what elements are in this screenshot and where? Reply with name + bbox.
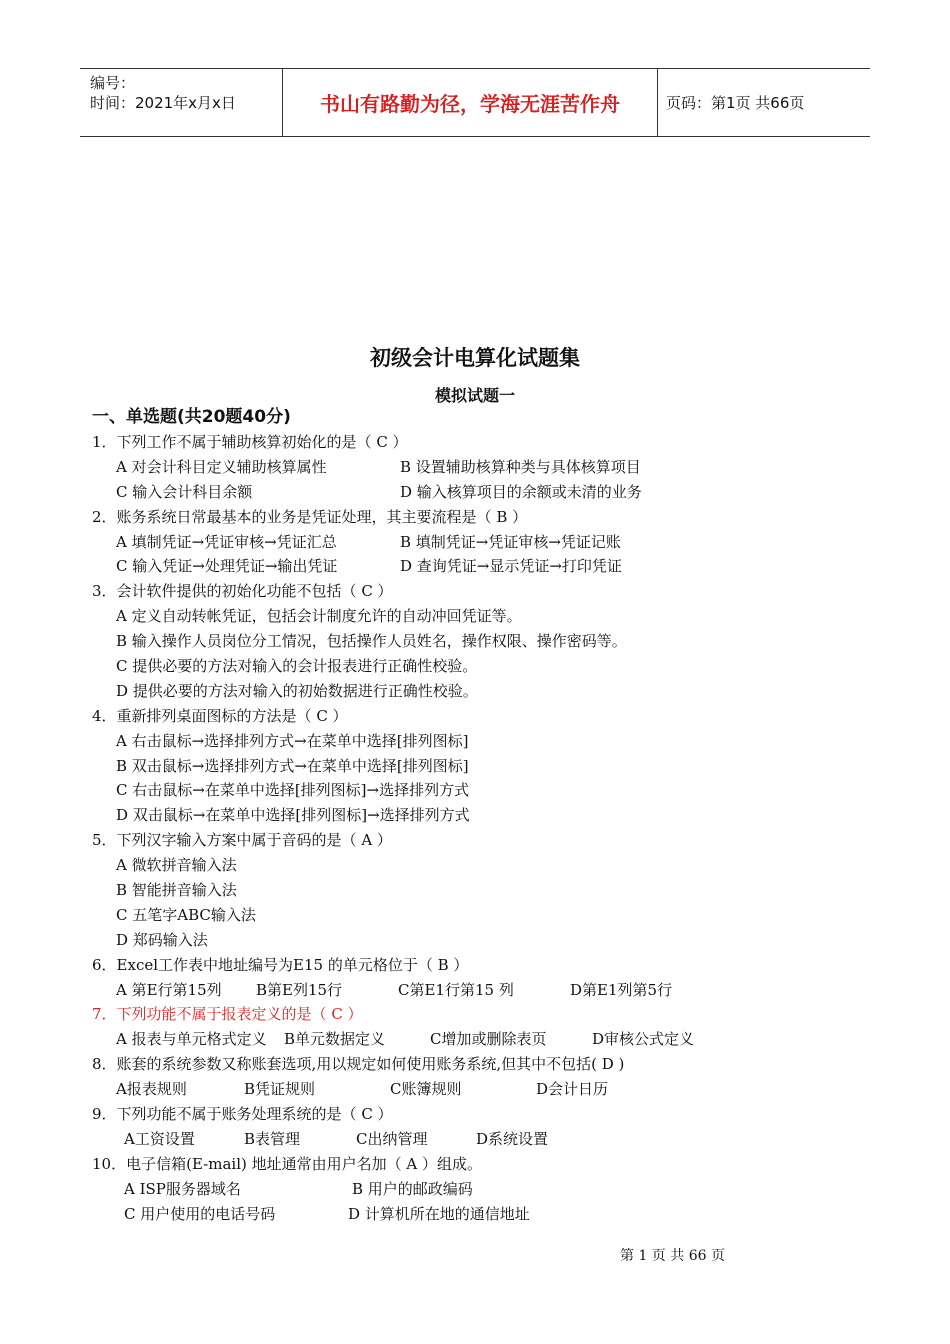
option-c: C 用户使用的电话号码 xyxy=(124,1204,276,1223)
option-row xyxy=(92,530,882,555)
option-b: B表管理 xyxy=(244,1129,301,1148)
option-b: B 用户的邮政编码 xyxy=(352,1179,473,1198)
option-b: B 输入操作人员岗位分工情况，包括操作人员姓名，操作权限、操作密码等。 xyxy=(116,632,627,651)
option-b: B单元数据定义 xyxy=(284,1030,386,1049)
page-header xyxy=(80,68,870,137)
option-b: B 智能拼音输入法 xyxy=(116,881,237,900)
option-d: D审核公式定义 xyxy=(592,1030,695,1049)
option-b: B第E列15行 xyxy=(256,980,343,999)
question-4: 4．重新排列桌面图标的方法是（ C ） xyxy=(92,706,348,725)
option-d: D 查询凭证→显示凭证→打印凭证 xyxy=(400,557,622,576)
option-row xyxy=(92,1027,882,1052)
date-line: 时间：2021年x月x日 xyxy=(90,94,236,112)
option-d: D 输入核算项目的余额或未清的业务 xyxy=(400,482,642,501)
question-5: 5．下列汉字输入方案中属于音码的是（ A ） xyxy=(92,831,392,850)
option-d: D 双击鼠标→在菜单中选择[排列图标]→选择排列方式 xyxy=(116,806,470,825)
question-9: 9．下列功能不属于账务处理系统的是（ C ） xyxy=(92,1105,393,1124)
option-row xyxy=(92,1077,882,1102)
option-row xyxy=(92,1177,882,1202)
question-1: 1．下列工作不属于辅助核算初始化的是（ C ） xyxy=(92,433,408,451)
option-row xyxy=(92,978,882,1003)
document-subtitle: 模拟试题一 xyxy=(434,386,515,405)
option-c: C 输入凭证→处理凭证→输出凭证 xyxy=(116,557,338,576)
option-c: C第E1行第15 列 xyxy=(398,980,514,999)
option-a: A工资设置 xyxy=(124,1129,195,1148)
option-d: D 提供必要的方法对输入的初始数据进行正确性校验。 xyxy=(116,681,478,700)
document-title: 初级会计电算化试题集 xyxy=(370,346,580,370)
option-a: A 右击鼠标→选择排列方式→在菜单中选择[排列图标] xyxy=(116,731,469,750)
header-motto: 书山有路勤为径，学海无涯苦作舟 xyxy=(282,69,658,136)
question-list xyxy=(92,405,882,1227)
option-a: A 对会计科目定义辅助核算属性 xyxy=(116,457,327,476)
option-b: B 双击鼠标→选择排列方式→在菜单中选择[排列图标] xyxy=(116,756,469,775)
option-a: A 定义自动转帐凭证，包括会计制度允许的自动冲回凭证等。 xyxy=(116,607,522,626)
option-a: A 第E行第15列 xyxy=(116,980,222,999)
header-meta xyxy=(80,69,282,136)
option-a: A 报表与单元格式定义 xyxy=(116,1030,267,1049)
option-c: C 五笔字ABC输入法 xyxy=(116,905,256,924)
option-a: A ISP服务器域名 xyxy=(124,1179,241,1198)
option-c: C增加或删除表页 xyxy=(430,1030,547,1049)
option-d: D系统设置 xyxy=(476,1129,549,1148)
question-2: 2．账务系统日常最基本的业务是凭证处理，其主要流程是（ B ） xyxy=(92,507,528,526)
option-row xyxy=(92,455,882,480)
section-heading: 一、单选题(共20题40分) xyxy=(92,407,291,427)
option-row xyxy=(92,1127,882,1152)
question-6: 6．Excel工作表中地址编号为E15 的单元格位于（ B ） xyxy=(92,955,469,974)
option-a: A 微软拼音输入法 xyxy=(116,856,237,875)
question-3: 3．会计软件提供的初始化功能不包括（ C ） xyxy=(92,582,393,601)
option-d: D会计日历 xyxy=(536,1080,609,1099)
number-label: 编号： xyxy=(90,74,136,92)
option-c: C 提供必要的方法对输入的会计报表进行正确性校验。 xyxy=(116,657,478,676)
option-row xyxy=(92,1202,882,1227)
option-d: D 计算机所在地的通信地址 xyxy=(348,1204,530,1223)
option-row xyxy=(92,480,882,505)
option-b: B 填制凭证→凭证审核→凭证记账 xyxy=(400,532,621,551)
option-c: C 右击鼠标→在菜单中选择[排列图标]→选择排列方式 xyxy=(116,781,470,800)
option-a: A 填制凭证→凭证审核→凭证汇总 xyxy=(116,532,337,551)
question-8: 8．账套的系统参数又称账套选项,用以规定如何使用账务系统,但其中不包括( D ) xyxy=(92,1055,625,1074)
option-row xyxy=(92,554,882,579)
option-a: A报表规则 xyxy=(116,1080,187,1099)
question-10: 10．电子信箱(E-mail) 地址通常由用户名加（ A ）组成。 xyxy=(92,1154,482,1173)
header-page-info: 页码：第1页 共66页 xyxy=(666,94,805,112)
option-d: D 郑码输入法 xyxy=(116,930,208,949)
option-c: C 输入会计科目余额 xyxy=(116,482,253,501)
option-c: C账簿规则 xyxy=(390,1080,462,1099)
option-d: D第E1列第5行 xyxy=(570,980,673,999)
page-footer: 第 1 页 共 66 页 xyxy=(620,1248,725,1264)
option-b: B凭证规则 xyxy=(244,1080,316,1099)
question-7: 7．下列功能不属于报表定义的是（ C ） xyxy=(92,1005,363,1024)
option-c: C出纳管理 xyxy=(356,1129,428,1148)
option-b: B 设置辅助核算种类与具体核算项目 xyxy=(400,457,641,476)
